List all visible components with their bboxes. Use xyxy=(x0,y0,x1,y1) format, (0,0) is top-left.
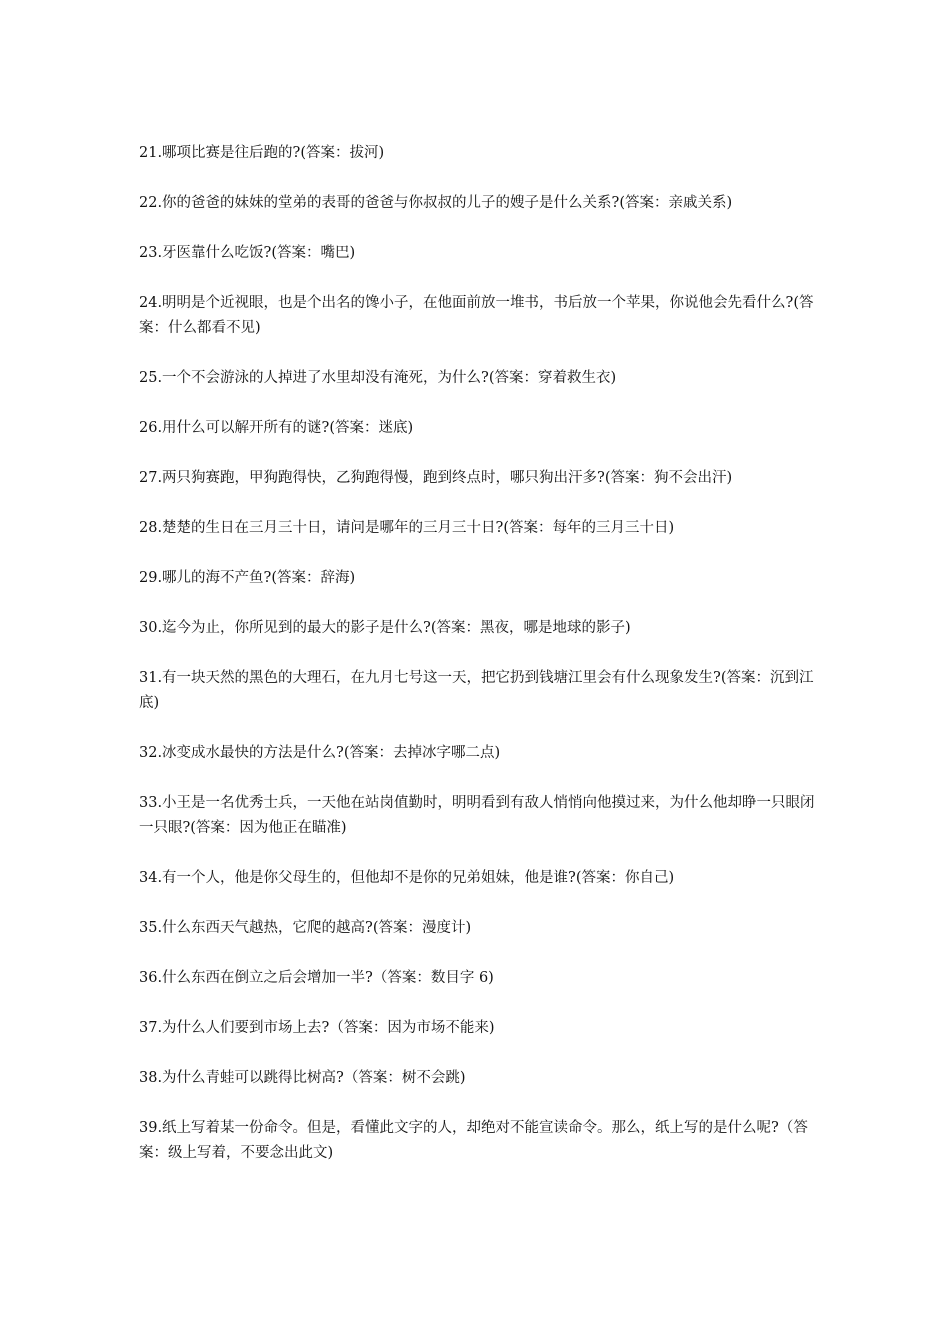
riddle-33: 33.小王是一名优秀士兵，一天他在站岗值勤时，明明看到有敌人悄悄向他摸过来，为什么他却睁一只眼闭一只眼?(答案：因为他正在瞄准) xyxy=(139,795,815,836)
riddle-26: 26.用什么可以解开所有的谜?(答案：迷底) xyxy=(139,420,414,436)
riddle-23: 23.牙医靠什么吃饭?(答案：嘴巴) xyxy=(139,245,356,261)
riddle-30: 30.迄今为止，你所见到的最大的影子是什么?(答案：黑夜，哪是地球的影子) xyxy=(139,620,631,636)
riddle-37: 37.为什么人们要到市场上去?（答案：因为市场不能来) xyxy=(139,1020,495,1036)
riddle-22: 22.你的爸爸的妹妹的堂弟的表哥的爸爸与你叔叔的儿子的嫂子是什么关系?(答案：亲戚关系) xyxy=(139,195,733,211)
riddle-list xyxy=(139,141,819,1191)
riddle-21: 21.哪项比赛是往后跑的?(答案：拔河) xyxy=(139,145,385,161)
riddle-34: 34.有一个人，他是你父母生的，但他却不是你的兄弟姐妹，他是谁?(答案：你自己) xyxy=(139,870,675,886)
riddle-28: 28.楚楚的生日在三月三十日，请问是哪年的三月三十日?(答案：每年的三月三十日) xyxy=(139,520,675,536)
riddle-29: 29.哪儿的海不产鱼?(答案：辞海) xyxy=(139,570,356,586)
riddle-32: 32.冰变成水最快的方法是什么?(答案：去掉冰字哪二点) xyxy=(139,745,501,761)
riddle-25: 25.一个不会游泳的人掉进了水里却没有淹死，为什么?(答案：穿着救生衣) xyxy=(139,370,617,386)
riddle-31: 31.有一块天然的黑色的大理石，在九月七号这一天，把它扔到钱塘江里会有什么现象发生?(答案：沉到江底) xyxy=(139,670,814,711)
riddle-39: 39.纸上写着某一份命令。但是，看懂此文字的人，却绝对不能宣读命令。那么，纸上写的是什么呢?（答案：级上写着，不要念出此文) xyxy=(139,1120,808,1161)
riddle-24: 24.明明是个近视眼，也是个出名的馋小子，在他面前放一堆书，书后放一个苹果，你说他会先看什么?(答案：什么都看不见) xyxy=(139,295,814,336)
riddle-36: 36.什么东西在倒立之后会增加一半?（答案：数目字 6) xyxy=(139,970,494,986)
riddle-35: 35.什么东西天气越热，它爬的越高?(答案：漫度计) xyxy=(139,920,472,936)
riddle-27: 27.两只狗赛跑，甲狗跑得快，乙狗跑得慢，跑到终点时，哪只狗出汗多?(答案：狗不会出汗) xyxy=(139,470,733,486)
riddle-38: 38.为什么青蛙可以跳得比树高?（答案：树不会跳) xyxy=(139,1070,466,1086)
